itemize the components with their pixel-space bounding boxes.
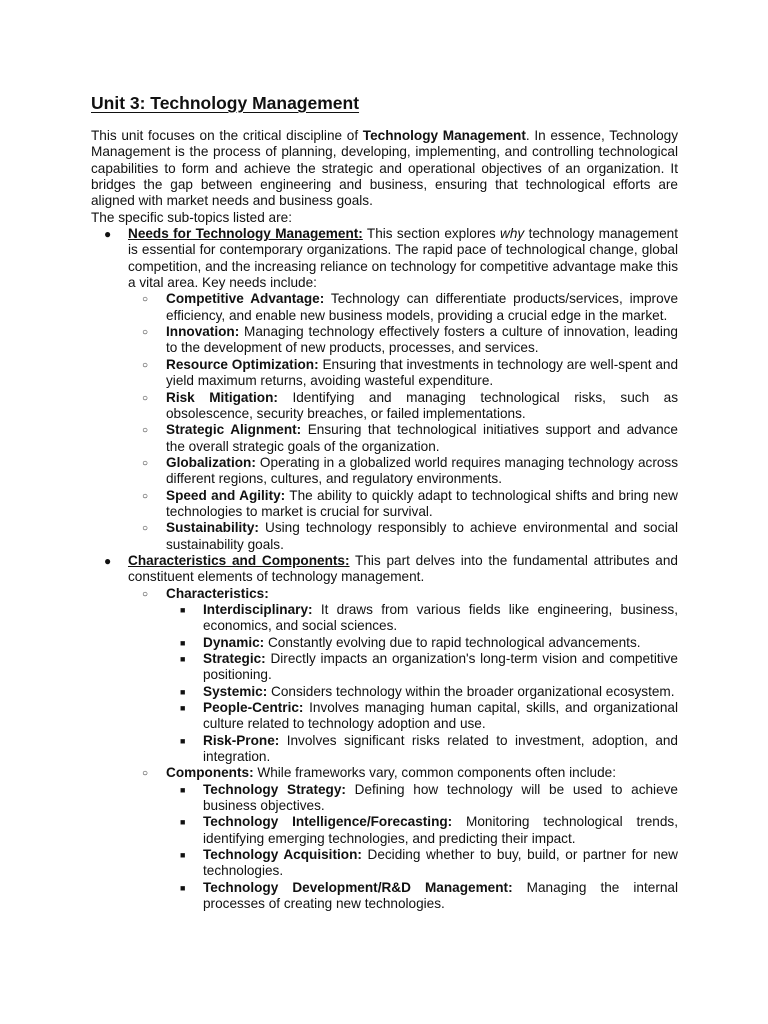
group-label: Characteristics: [166,585,269,601]
component-item [166,814,678,847]
characteristic-item [166,700,678,733]
characteristic-item [166,635,678,651]
circle-bullet-icon: ○ [142,457,149,469]
subtopic-characteristics [91,553,678,913]
item-term: Speed and Agility: [166,487,286,503]
characteristic-item [166,651,678,684]
intro-text: . In essence, Technology Management is the process of planning, developing, implementing, and controlling technological capabilities to form and achieve the strategic and operational objectives of an organization. It bridges the gap between engineering and business, ensuring that technological efforts are aligned with market needs and business goals. [91,128,678,209]
item-term: Technology Development/R&D Management: [203,879,513,895]
square-bullet-icon: ■ [180,654,186,664]
item-description: Ensuring that investments in technology are well-spent and yield maximum returns, avoiding wasteful expenditure. [166,356,678,389]
item-term: Technology Strategy: [203,781,346,797]
section-text: This part delves into the fundamental attributes and constituent elements of technology management. [128,552,678,585]
square-bullet-icon: ■ [180,703,186,714]
components-list [166,782,678,913]
item-term: Risk-Prone: [203,732,280,748]
circle-bullet-icon: ○ [142,490,149,502]
section-text: This section explores [362,226,501,242]
item-description: It draws from various fields like engineering, business, economics, and social sciences. [203,601,678,634]
bullet-icon: ● [104,227,112,242]
square-bullet-icon: ■ [180,686,186,697]
item-term: Dynamic: [203,634,265,650]
item-description: Monitoring technological trends, identifying emerging technologies, and predicting their impact. [203,814,678,846]
need-item [128,488,678,521]
bullet-icon: ● [104,553,112,568]
group-label: Components: [166,765,254,781]
section-italic: why [500,226,525,242]
item-term: Globalization: [166,454,256,470]
item-description: Considers technology within the broader organizational ecosystem. [267,683,675,699]
item-description: Identifying and managing technological risks, such as obsolescence, security breaches, or failed implementations. [166,389,678,421]
square-bullet-icon: ■ [180,784,186,795]
intro-paragraph [91,128,678,210]
subtopics-lead: The specific sub-topics listed are: [91,209,292,225]
circle-bullet-icon: ○ [142,392,149,404]
square-bullet-icon: ■ [180,637,186,648]
item-term: Technology Acquisition: [203,847,362,863]
section-heading: Needs for Technology Management: [128,226,363,242]
need-item [128,422,678,455]
item-description: Involves significant risks related to investment, adoption, and integration. [203,732,678,765]
intro-bold-term: Technology Management [362,128,526,143]
item-description: Involves managing human capital, skills, and organizational culture related to technology adoption and use. [203,700,678,732]
need-item [128,324,678,357]
subtopics-list [91,226,678,912]
item-term: Innovation: [166,324,240,340]
item-description: Directly impacts an organization's long-term vision and competitive positioning. [203,651,678,683]
need-item [128,455,678,488]
item-description: Deciding whether to buy, build, or partner for new technologies. [203,847,679,879]
item-description: Operating in a globalized world requires managing technology across different regions, cultures, and regulatory environments. [166,454,678,487]
item-term: Systemic: [203,683,268,699]
characteristic-item [166,602,678,635]
component-item [166,880,678,913]
circle-bullet-icon: ○ [142,588,149,600]
component-item [166,782,678,815]
item-term: Interdisciplinary: [203,601,313,617]
square-bullet-icon: ■ [180,735,186,746]
item-term: Technology Intelligence/Forecasting: [203,814,453,830]
item-term: Strategic: [203,651,266,666]
characteristics-sublist [128,586,678,913]
circle-bullet-icon: ○ [142,294,149,306]
need-item [128,291,678,324]
square-bullet-icon: ■ [180,850,186,861]
section-heading: Characteristics and Components: [128,552,350,568]
item-description: Managing the internal processes of creating new technologies. [203,879,678,912]
item-description: Constantly evolving due to rapid technological advancements. [264,634,641,650]
item-description: Defining how technology will be used to achieve business objectives. [203,781,678,814]
circle-bullet-icon: ○ [142,359,149,371]
characteristics-group [128,586,678,766]
item-term: Risk Mitigation: [166,389,278,405]
need-item [128,390,678,423]
page-title: Unit 3: Technology Management [91,93,360,113]
document-body [91,128,678,913]
item-term: People-Centric: [203,700,304,716]
circle-bullet-icon: ○ [142,768,149,780]
item-term: Sustainability: [166,520,259,536]
item-description: Technology can differentiate products/services, improve efficiency, and enable new business models, providing a crucial edge in the market. [166,291,679,323]
item-term: Resource Optimization: [166,356,319,372]
need-item [128,520,678,553]
item-description: Managing technology effectively fosters a culture of innovation, leading to the development of new products, processes, and services. [166,324,678,356]
components-group [128,765,678,912]
square-bullet-icon: ■ [180,817,186,828]
item-description: Ensuring that technological initiatives support and advance the overall strategic goals of the organization. [166,422,678,454]
square-bullet-icon: ■ [180,604,186,615]
square-bullet-icon: ■ [180,882,186,893]
circle-bullet-icon: ○ [142,523,149,535]
circle-bullet-icon: ○ [142,425,149,437]
subtopic-needs [91,226,678,553]
circle-bullet-icon: ○ [142,327,149,339]
component-item [166,847,678,880]
item-term: Competitive Advantage: [166,291,325,307]
characteristics-list [166,602,678,765]
needs-list [128,291,678,553]
characteristic-item [166,684,678,700]
item-description: Using technology responsibly to achieve environmental and social sustainability goals. [166,520,678,552]
item-term: Strategic Alignment: [166,422,302,438]
group-text: While frameworks vary, common components often include: [253,765,617,781]
item-description: The ability to quickly adapt to technological shifts and bring new technologies to market is crucial for survival. [166,487,678,519]
need-item [128,357,678,390]
section-text: technology management is essential for contemporary organizations. The rapid pace of technological change, global competition, and the increasing reliance on technology for competitive advantage make this a vital area. Key needs include: [128,226,678,291]
intro-text: This unit focuses on the critical discipline of [91,128,363,143]
characteristic-item [166,733,678,766]
